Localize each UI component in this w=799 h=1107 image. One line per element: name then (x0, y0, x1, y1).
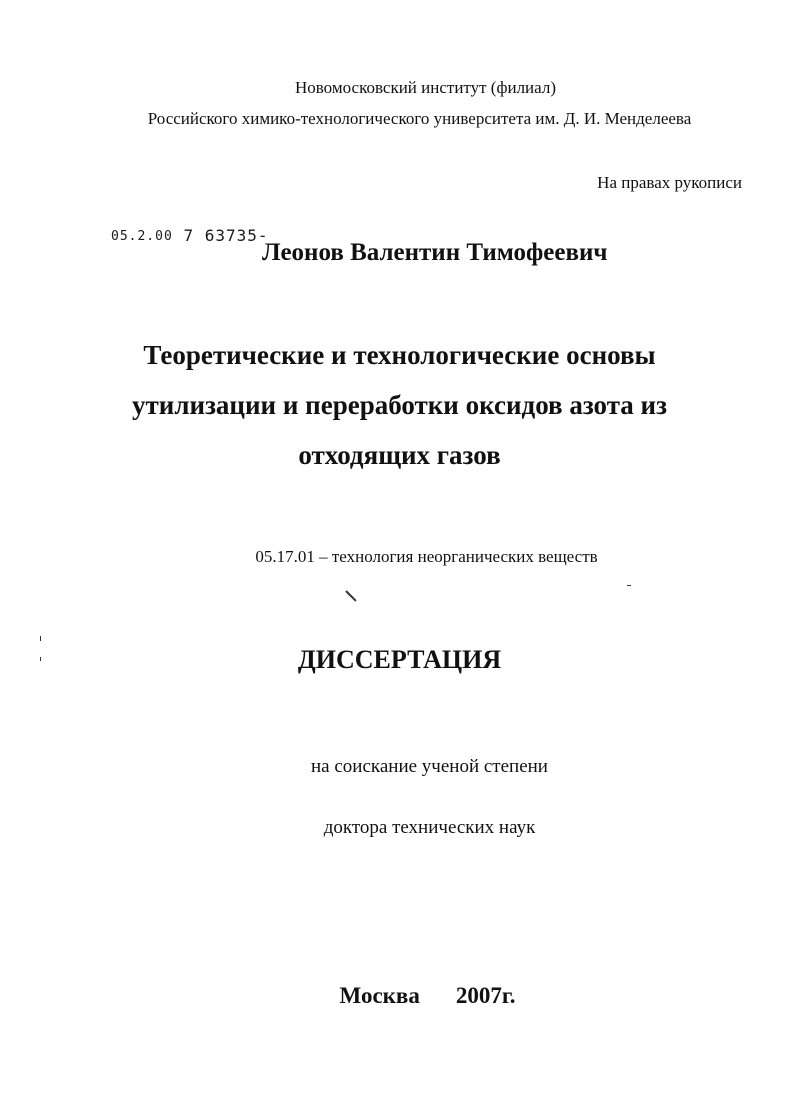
margin-mark-top (40, 636, 41, 641)
degree-line-1: на соискание ученой степени (311, 756, 548, 777)
year: 2007г. (455, 983, 516, 1008)
document-type-heading: ДИССЕРТАЦИЯ (297, 645, 502, 674)
author-name: Леонов Валентин Тимофеевич (262, 239, 608, 266)
registration-code-part-2: 7 63735- (183, 226, 269, 245)
registration-code (111, 228, 269, 244)
city: Москва (339, 983, 420, 1008)
registration-code-part-1: 05.2.00 (111, 229, 173, 244)
degree-line-2: доктора технических наук (323, 817, 536, 838)
specialty-code: 05.17.01 – технология неорганических веществ (255, 547, 598, 566)
dissertation-title (0, 330, 799, 480)
city-year (28, 984, 799, 1007)
stray-pen-mark (345, 590, 356, 601)
title-line-2: утилизации и переработки оксидов азота из (132, 390, 667, 420)
title-line-1: Теоретические и технологические основы (143, 340, 656, 370)
stray-dot-mark (627, 585, 631, 586)
institute-line-1: Новомосковский институт (филиал) (294, 78, 556, 97)
rights-note: На правах рукописи (597, 173, 742, 192)
institute-line-2: Российского химико-технологического университета им. Д. И. Менделеева (147, 109, 692, 128)
title-line-3: отходящих газов (298, 440, 501, 470)
